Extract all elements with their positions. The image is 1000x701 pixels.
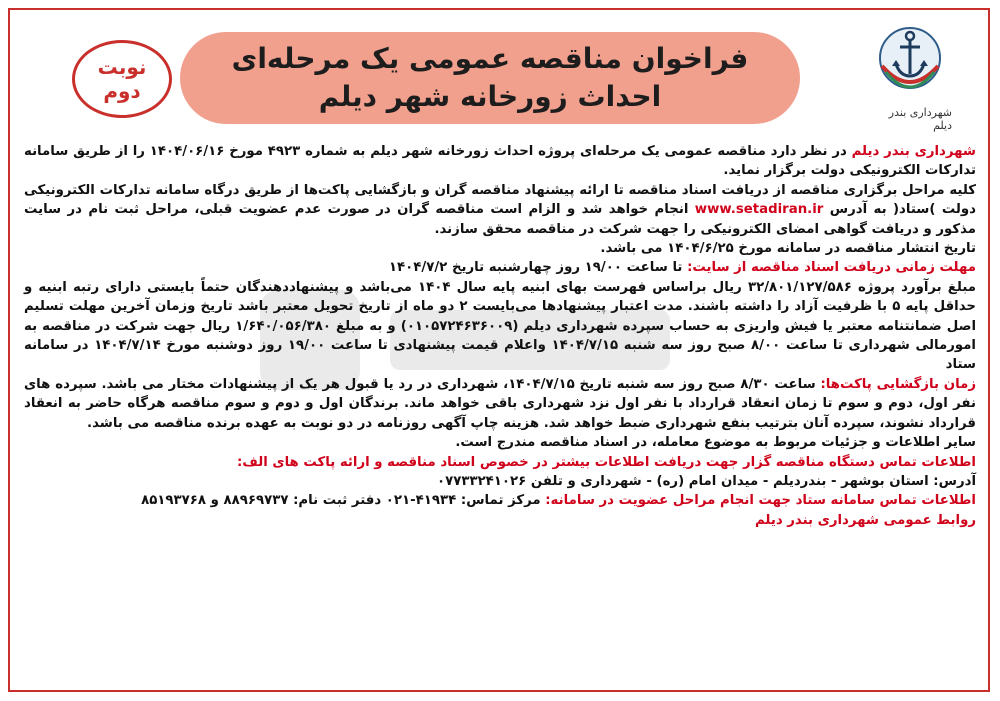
setad-contact-text: مرکز تماس: ۴۱۹۳۴-۰۲۱ دفتر ثبت نام: ۸۸۹۶۹۷۳۷ و ۸۵۱۹۳۷۶۸ — [141, 493, 546, 509]
paragraph-address: آدرس: استان بوشهر - بندردیلم - میدان امام (ره) - شهرداری و تلفن ۰۷۷۳۳۲۴۱۰۲۶ — [436, 473, 976, 489]
paragraph-contact-heading: اطلاعات تماس دستگاه مناقصه گزار جهت دریافت اطلاعات بیشتر در خصوص اسناد مناقصه و ارائه پاکت های الف: — [237, 454, 976, 470]
stamp-line2: دوم — [103, 79, 141, 103]
opening-label: زمان بازگشایی پاکت‌ها: — [820, 376, 976, 392]
stamp-line1: نوبت — [97, 55, 147, 79]
notice-subtitle: احداث زورخانه شهر دیلم — [318, 80, 662, 113]
opening-text: ساعت ۸/۳۰ صبح روز سه شنبه تاریخ ۱۴۰۴/۷/۱۵، شهرداری در رد یا قبول هر یک از پیشنهادات مختار می باشد. سپرده های نفر اول، دوم و سوم تا زمان انعقاد قرارداد با نفر اول نزد شهرداری باقی خواهد ماند. برندگان اول و دوم و سوم مناقصه هرگاه حاضر به انعقاد قرارداد نشوند، سپرده آنان بترتیب بنفع شهرداری ضبط خواهد شد. هزینه چاپ آگهی روزنامه در دو نوبت به عهده برنده مناقصه می باشد. — [24, 376, 976, 431]
procedure-text-a: کلیه مراحل برگزاری مناقصه از دریافت اسناد مناقصه تا ارائه پیشنهاد مناقصه گران و بازگشایی پاکت‌ها از طریق درگاه سامانه تدارکات الکترونیکی دولت )ستاد( به آدرس — [24, 182, 976, 218]
paragraph-setad-contact — [24, 491, 976, 510]
notice-title: فراخوان مناقصه عمومی یک مرحله‌ای — [231, 42, 749, 75]
logo-caption: شهرداری بندر دیلم — [888, 106, 952, 132]
organizer-name: شهرداری بندر دیلم — [851, 144, 976, 159]
procedure-text-b: انجام خواهد شد و الزام است مناقصه گران در صورت عدم عضویت قبلی، مراحل ثبت نام در سایت مذکور و دریافت گواهی امضای الکترونیکی را جهت شرکت در مناقصه محقق سازند. — [24, 202, 976, 237]
paragraph-intro — [24, 142, 976, 181]
intro-text: در نظر دارد مناقصه عمومی یک مرحله‌ای پروژه احداث زورخانه شهر دیلم به شماره ۴۹۲۳ مورخ ۱۴۰۴/۰۶/۱۶ را از طریق سامانه تدارکات الکترونیکی دولت برگزار نماید. — [24, 144, 976, 179]
deadline-label: مهلت زمانی دریافت اسناد مناقصه از سایت: — [687, 260, 976, 276]
public-relations-signature: روابط عمومی شهرداری بندر دیلم — [754, 512, 976, 528]
setad-contact-label: اطلاعات تماس سامانه ستاد جهت انجام مراحل عضویت در سامانه: — [545, 493, 976, 509]
paragraph-procedure — [24, 181, 976, 239]
paragraph-deadline — [24, 258, 976, 277]
deadline-text: تا ساعت ۱۹/۰۰ روز چهارشنبه تاریخ ۱۴۰۴/۷/۲ — [388, 260, 688, 276]
round-stamp — [72, 40, 172, 118]
title-banner — [180, 32, 800, 124]
paragraph-opening — [24, 375, 976, 433]
anchor-emblem-icon — [874, 20, 946, 104]
notice-body — [24, 142, 976, 530]
notice-header — [10, 10, 988, 138]
paragraph-estimate: مبلغ برآورد پروژه ۳۲/۸۰۱/۱۲۷/۵۸۶ ریال براساس فهرست بهای ابنیه پایه سال ۱۴۰۴ می‌باشد و پیشنهاددهندگان حتماً بایستی دارای رتبه ابنیه و حداقل پایه ۵ با ظرفیت آزاد را داشته باشند. مدت اعتبار پیشنهادها می‌بایست ۲ دو ماه از تاریخ تحویل معتبر باشد تاریخ وزمان آخرین مهلت تسلیم اصل ضمانتنامه معتبر یا فیش واریزی به حساب سپرده شهرداری دیلم (۰۱۰۵۷۲۴۶۳۶۰۰۹) و به مبلغ ۱/۶۴۰/۰۵۶/۳۸۰ ریال جهت شرکت در مناقصه به امورمالی شهرداری تا ساعت ۸/۰۰ صبح روز سه شنبه ۱۴۰۴/۷/۱۵ واعلام قیمت پیشنهادی تا ساعت ۱۹/۰۰ روز دوشنبه مورخ ۱۴۰۴/۷/۱۴ در سامانه ستاد — [24, 279, 977, 373]
notice-frame — [8, 8, 990, 692]
paragraph-publish-date: تاریخ انتشار مناقصه در سامانه مورخ ۱۴۰۴/۶/۲۵ می باشد. — [600, 241, 976, 257]
municipality-logo — [868, 20, 952, 132]
paragraph-other-info: سایر اطلاعات و جزئیات مربوط به موضوع معامله، در اسناد مناقصه مندرج است. — [455, 435, 976, 451]
setad-link[interactable]: www.setadiran.ir — [694, 202, 824, 218]
